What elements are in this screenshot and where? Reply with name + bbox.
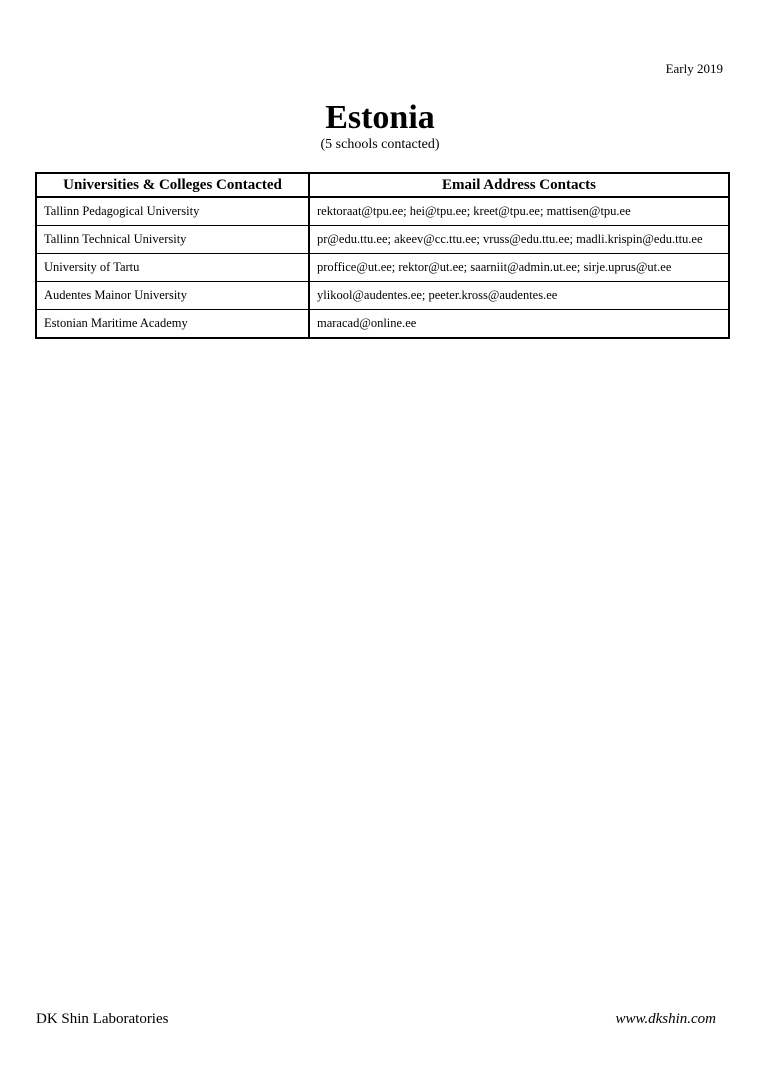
email-contacts-cell: ylikool@audentes.ee; peeter.kross@audentes.ee [309,282,729,310]
school-name-cell: Tallinn Pedagogical University [36,197,309,226]
table-row [36,226,729,254]
email-contacts-cell: proffice@ut.ee; rektor@ut.ee; saarniit@admin.ut.ee; sirje.uprus@ut.ee [309,254,729,282]
contacts-table [35,172,730,339]
table-header-row [36,173,729,197]
email-contacts-cell: rektoraat@tpu.ee; hei@tpu.ee; kreet@tpu.ee; mattisen@tpu.ee [309,197,729,226]
school-name-cell: Tallinn Technical University [36,226,309,254]
table-row [36,282,729,310]
table-row [36,254,729,282]
school-name-cell: University of Tartu [36,254,309,282]
email-contacts-cell: maracad@online.ee [309,310,729,339]
email-contacts-cell: pr@edu.ttu.ee; akeev@cc.ttu.ee; vruss@edu.ttu.ee; madli.krispin@edu.ttu.ee [309,226,729,254]
school-name-cell: Audentes Mainor University [36,282,309,310]
page-subtitle: (5 schools contacted) [320,137,440,152]
date-label: Early 2019 [665,61,723,76]
footer-organization: DK Shin Laboratories [36,1011,169,1027]
school-name-cell: Estonian Maritime Academy [36,310,309,339]
table-row [36,310,729,339]
table-row [36,197,729,226]
column-header-emails: Email Address Contacts [309,173,729,197]
footer-website-link[interactable]: www.dkshin.com [615,1011,716,1027]
column-header-schools: Universities & Colleges Contacted [36,173,309,197]
page-title: Estonia [325,99,435,136]
